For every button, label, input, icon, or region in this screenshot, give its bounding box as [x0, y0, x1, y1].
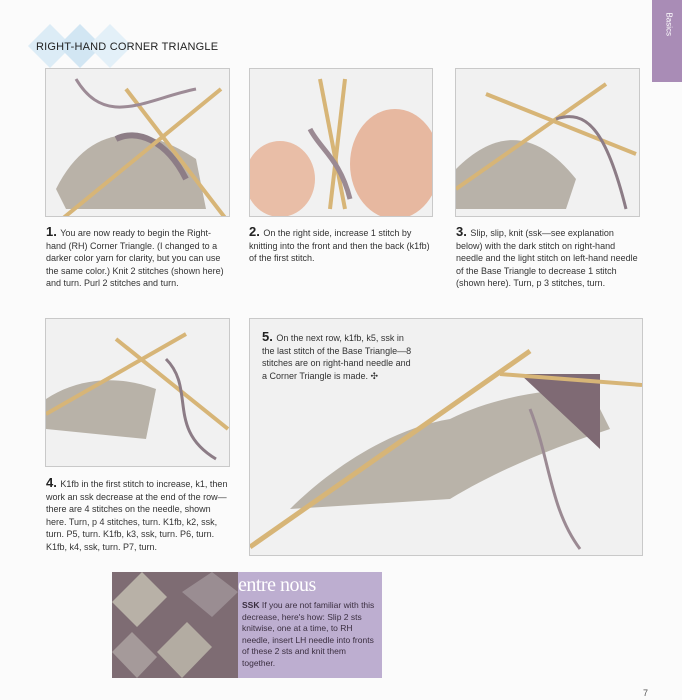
step-1-caption: [46, 226, 229, 290]
sidebar-text: [242, 600, 376, 669]
sidebar-label: SSK: [242, 600, 260, 610]
sidebar-heading: entre nous: [238, 574, 316, 596]
sidebar-body: If you are not familiar with this decrease, here's how: Slip 2 sts knitwise, one at a time, to RH needle, insert LH needle into fronts of these 2 sts and knit them together.: [242, 600, 375, 668]
step-1-number: 1.: [46, 224, 57, 239]
step-5-number: 5.: [262, 329, 273, 344]
step-5-photo: [249, 318, 643, 556]
step-3-number: 3.: [456, 224, 467, 239]
section-title: RIGHT-HAND CORNER TRIANGLE: [36, 41, 219, 53]
section-tab: [652, 0, 682, 82]
step-4-caption: [46, 477, 232, 553]
step-4-photo: [45, 318, 230, 467]
step-2-number: 2.: [249, 224, 260, 239]
step-3-text: Slip, slip, knit (ssk—see explanation below) with the dark stitch on right-hand needle and the light stitch on left-hand needle of the Base Triangle to decrease 1 stitch (shown here). Turn, p 3 stitches, turn.: [456, 228, 638, 288]
step-3-caption: [456, 226, 640, 290]
entre-nous-sidebar: [112, 572, 382, 678]
step-1-text: You are now ready to begin the Right-hand (RH) Corner Triangle. (I changed to a darker color yarn for clarity, but you can use the same color.) Knit 2 stitches (shown here) and turn. Purl 2 stitches and turn.: [46, 228, 224, 288]
step-1-photo: [45, 68, 230, 217]
page-number: 7: [642, 688, 648, 698]
sidebar-panel: [238, 572, 382, 678]
step-4-number: 4.: [46, 475, 57, 490]
sidebar-photo: [112, 572, 238, 678]
step-2-text: On the right side, increase 1 stitch by knitting into the front and then the back (k1fb) of the first stitch.: [249, 228, 430, 263]
step-3-photo: [455, 68, 640, 217]
section-tab-label: Basics: [665, 12, 674, 36]
step-4-text: K1fb in the first stitch to increase, k1, then work an ssk decrease at the end of the row—there are 4 stitches on the needle, shown here. Turn, p 4 stitches, turn. K1fb, k2, ssk, turn. P5, turn. K1fb, k3, ssk, turn. P6, turn. K1fb, k4, ssk, turn. P7, turn.: [46, 479, 228, 552]
step-2-photo: [249, 68, 433, 217]
step-5-text: On the next row, k1fb, k5, ssk in the last stitch of the Base Triangle—8 stitches are on right-hand needle and a Corner Triangle is made. ✣: [262, 333, 412, 381]
step-2-caption: [249, 226, 431, 265]
step-5-caption: [262, 331, 412, 382]
